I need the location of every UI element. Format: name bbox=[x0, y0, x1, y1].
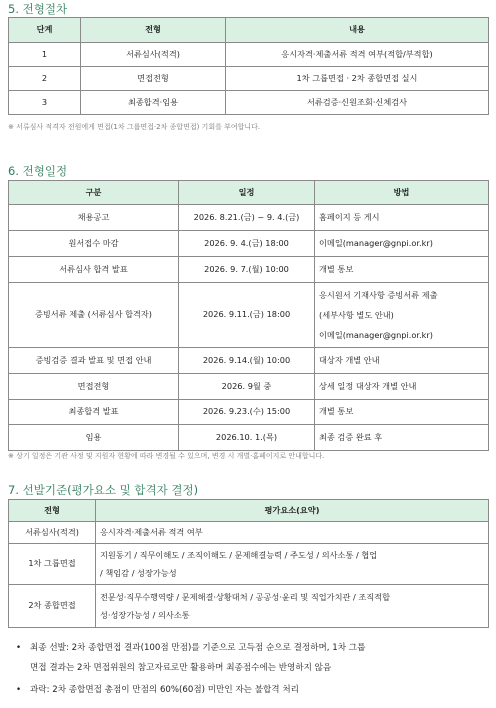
table-row bbox=[9, 544, 489, 585]
step-number: 3 bbox=[9, 91, 81, 115]
schedule-stage: 면접전형 bbox=[9, 374, 179, 400]
table-header-row bbox=[9, 500, 489, 522]
header-content: 내용 bbox=[226, 18, 489, 43]
section-6-title: 6. 전형일정 bbox=[8, 164, 68, 178]
table-row bbox=[9, 91, 489, 115]
method-line: 응시원서 기재사항 증빙서류 제출 bbox=[319, 290, 438, 300]
header-criteria: 평가요소(요약) bbox=[96, 500, 489, 522]
header-stage: 전형 bbox=[9, 500, 96, 522]
header-category: 구분 bbox=[9, 181, 179, 205]
criteria-stage: 서류심사(적격) bbox=[9, 522, 96, 544]
stage-content: 서류검증·신원조회·신체검사 bbox=[226, 91, 489, 115]
bullet-line: 최종 선발: 2차 종합면접 결과(100점 만점)를 기준으로 고득점 순으로 결정하며, 1차 그룹 bbox=[30, 643, 366, 653]
schedule-method: 개별 통보 bbox=[315, 400, 489, 425]
table-row bbox=[9, 283, 489, 348]
schedule-method: 홈페이지 등 게시 bbox=[315, 205, 489, 231]
schedule-date: 2026. 9. 4.(금) 18:00 bbox=[179, 231, 315, 257]
schedule-method: 이메일(manager@gnpi.or.kr) bbox=[315, 231, 489, 257]
schedule-date: 2026. 9월 중 bbox=[179, 374, 315, 400]
schedule-stage: 원서접수 마감 bbox=[9, 231, 179, 257]
header-date: 일정 bbox=[179, 181, 315, 205]
stage-content: 응시자격·제출서류 적격 여부(적합/부적합) bbox=[226, 43, 489, 67]
method-line: 이메일(manager@gnpi.or.kr) bbox=[319, 330, 433, 340]
bullet-line: 과락: 2차 종합면접 총점이 만점의 60%(60점) 미만인 자는 불합격 처리 bbox=[30, 685, 299, 695]
schedule-method: 최종 검증 완료 후 bbox=[315, 425, 489, 451]
schedule-table bbox=[8, 180, 489, 451]
schedule-date: 2026. 8.21.(금) ~ 9. 4.(금) bbox=[179, 205, 315, 231]
section-5-title: 5. 전형절차 bbox=[8, 2, 68, 16]
criteria-line: 지원동기 / 직무이해도 / 조직이해도 / 문제해결능력 / 주도성 / 의사소통 / 협업 bbox=[100, 550, 378, 560]
schedule-stage: 채용공고 bbox=[9, 205, 179, 231]
schedule-stage: 증빙서류 제출 (서류심사 합격자) bbox=[9, 283, 179, 348]
procedure-table bbox=[8, 17, 489, 115]
header-step: 단계 bbox=[9, 18, 81, 43]
schedule-method bbox=[315, 283, 489, 348]
criteria-table bbox=[8, 499, 489, 628]
bullet-dot-icon: • bbox=[16, 643, 22, 653]
table-row bbox=[9, 348, 489, 374]
criteria-line: 성·성장가능성 / 의사소통 bbox=[100, 610, 190, 620]
criteria-text bbox=[96, 544, 489, 585]
procedure-note: ※ 서류심사 적격자 전원에게 면접(1차 그룹면접·2차 종합면접) 기회를 부여합니다. bbox=[8, 123, 261, 131]
criteria-text bbox=[96, 585, 489, 628]
schedule-date: 2026. 9.14.(월) 10:00 bbox=[179, 348, 315, 374]
stage-name: 면접전형 bbox=[81, 67, 226, 91]
stage-name: 서류심사(적격) bbox=[81, 43, 226, 67]
table-row bbox=[9, 585, 489, 628]
table-row bbox=[9, 205, 489, 231]
criteria-stage: 1차 그룹면접 bbox=[9, 544, 96, 585]
table-header-row bbox=[9, 18, 489, 43]
table-row bbox=[9, 43, 489, 67]
schedule-date: 2026. 9.11.(금) 18:00 bbox=[179, 283, 315, 348]
schedule-method: 개별 통보 bbox=[315, 257, 489, 283]
section-7-title: 7. 선발기준(평가요소 및 합격자 결정) bbox=[8, 483, 199, 497]
table-row bbox=[9, 374, 489, 400]
stage-name: 최종합격·임용 bbox=[81, 91, 226, 115]
bullet-dot-icon: • bbox=[16, 685, 22, 695]
stage-content: 1차 그룹면접 · 2차 종합면접 실시 bbox=[226, 67, 489, 91]
table-row bbox=[9, 231, 489, 257]
schedule-stage: 증빙검증 결과 발표 및 면접 안내 bbox=[9, 348, 179, 374]
schedule-date: 2026. 9. 7.(월) 10:00 bbox=[179, 257, 315, 283]
schedule-date: 2026.10. 1.(목) bbox=[179, 425, 315, 451]
schedule-stage: 서류심사 합격 발표 bbox=[9, 257, 179, 283]
schedule-method: 대상자 개별 안내 bbox=[315, 348, 489, 374]
criteria-text: 응시자격·제출서류 적격 여부 bbox=[96, 522, 489, 544]
schedule-note: ※ 상기 일정은 기관 사정 및 지원자 현황에 따라 변경될 수 있으며, 변경 시 개별·홈페이지로 안내합니다. bbox=[8, 452, 325, 460]
table-row bbox=[9, 400, 489, 425]
schedule-date: 2026. 9.23.(수) 15:00 bbox=[179, 400, 315, 425]
table-row bbox=[9, 257, 489, 283]
table-row bbox=[9, 67, 489, 91]
criteria-line: 전문성·직무수행역량 / 문제해결·상황대처 / 공공성·윤리 및 직업가치관 / 조직적합 bbox=[100, 592, 390, 602]
step-number: 1 bbox=[9, 43, 81, 67]
table-row bbox=[9, 522, 489, 544]
table-header-row bbox=[9, 181, 489, 205]
bullet-item bbox=[16, 638, 486, 678]
bullet-item bbox=[16, 680, 486, 700]
method-line: (세부사항 별도 안내) bbox=[319, 310, 394, 320]
step-number: 2 bbox=[9, 67, 81, 91]
criteria-line: / 책임감 / 성장가능성 bbox=[100, 568, 177, 578]
schedule-stage: 임용 bbox=[9, 425, 179, 451]
header-method: 방법 bbox=[315, 181, 489, 205]
schedule-stage: 최종합격 발표 bbox=[9, 400, 179, 425]
header-stage: 전형 bbox=[81, 18, 226, 43]
criteria-stage: 2차 종합면접 bbox=[9, 585, 96, 628]
bullet-line: 면접 결과는 2차 면접위원의 참고자료로만 활용하며 최종점수에는 반영하지 않음 bbox=[30, 663, 332, 673]
schedule-method: 상세 일정 대상자 개별 안내 bbox=[315, 374, 489, 400]
table-row bbox=[9, 425, 489, 451]
